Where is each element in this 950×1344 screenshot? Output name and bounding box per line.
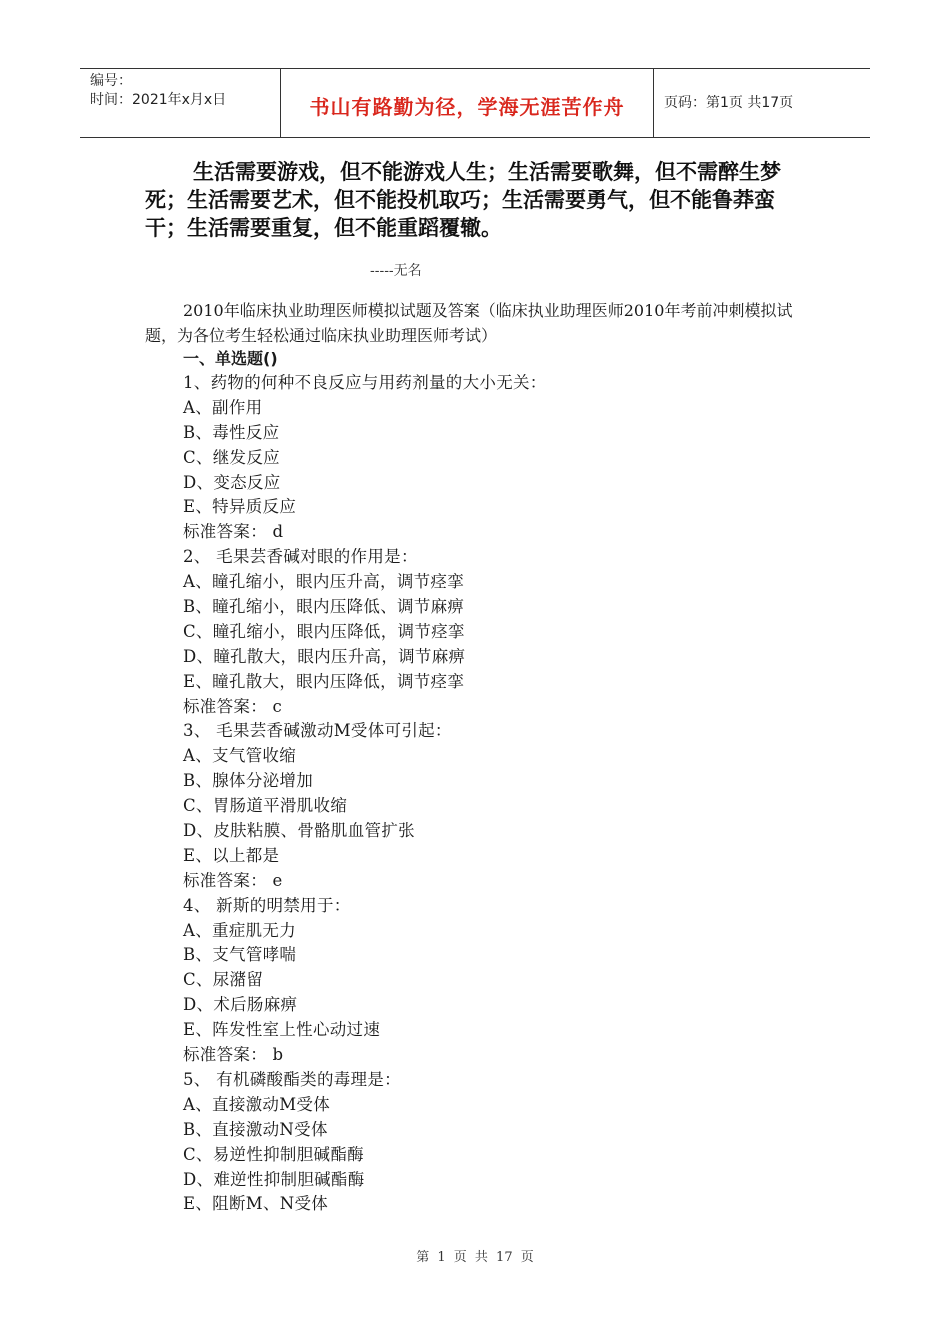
- answer-option: C、易逆性抑制胆碱酯酶: [183, 1144, 364, 1164]
- question-block: [183, 545, 803, 719]
- question-text: 3、 毛果芸香碱激动M受体可引起：: [183, 721, 452, 741]
- answer-option: E、阻断M、N受体: [183, 1194, 329, 1214]
- answer-option: A、副作用: [183, 397, 263, 417]
- answer-option: B、毒性反应: [183, 422, 280, 442]
- header-meta-cell: [80, 69, 281, 137]
- answer-option: A、直接激动M受体: [183, 1094, 331, 1114]
- answer-option: B、瞳孔缩小，眼内压降低、调节麻痹: [183, 597, 465, 617]
- question-text: 5、 有机磷酸酯类的毒理是：: [183, 1069, 401, 1089]
- answer-option: E、以上都是: [183, 845, 280, 865]
- opening-quote: 生活需要游戏，但不能游戏人生；生活需要歌舞，但不需醉生梦死；生活需要艺术，但不能投机取巧；生活需要勇气，但不能鲁莽蛮干；生活需要重复，但不能重蹈覆辙。: [145, 160, 781, 240]
- page-footer: 第 1 页 共 17 页: [416, 1250, 534, 1265]
- question-list: [183, 371, 803, 1217]
- answer-option: D、术后肠麻痹: [183, 995, 298, 1015]
- question-block: [183, 371, 803, 545]
- question-text: 4、 新斯的明禁用于：: [183, 895, 351, 915]
- answer-option: D、瞳孔散大，眼内压升高，调节麻痹: [183, 646, 466, 666]
- question-block: [183, 894, 803, 1068]
- standard-answer: 标准答案： e: [183, 870, 283, 890]
- answer-option: B、直接激动N受体: [183, 1119, 328, 1139]
- question-block: [183, 1068, 803, 1217]
- question-text: 2、 毛果芸香碱对眼的作用是：: [183, 547, 418, 567]
- quote-author: -----无名: [370, 263, 422, 279]
- answer-option: A、重症肌无力: [183, 920, 297, 940]
- answer-option: E、瞳孔散大，眼内压降低，调节痉挛: [183, 671, 465, 691]
- document-intro: 2010年临床执业助理医师模拟试题及答案（临床执业助理医师2010年考前冲刺模拟试题，为各位考生轻松通过临床执业助理医师考试）: [145, 301, 793, 345]
- question-block: [183, 719, 803, 893]
- answer-option: E、特异质反应: [183, 497, 297, 517]
- answer-option: E、阵发性室上性心动过速: [183, 1020, 381, 1040]
- answer-option: D、难逆性抑制胆碱酯酶: [183, 1169, 365, 1189]
- answer-option: D、变态反应: [183, 472, 281, 492]
- question-text: 1、药物的何种不良反应与用药剂量的大小无关：: [183, 373, 547, 392]
- document-number-label: 编号：: [90, 73, 132, 89]
- answer-option: C、继发反应: [183, 447, 280, 467]
- header-page-number: 页码：第1页 共17页: [664, 95, 794, 111]
- page-header-table: [80, 68, 870, 138]
- answer-option: C、尿潴留: [183, 970, 264, 990]
- answer-option: D、皮肤粘膜、骨骼肌血管扩张: [183, 821, 415, 841]
- header-motto-cell: [281, 69, 654, 137]
- document-date-label: 时间：2021年x月x日: [90, 92, 227, 108]
- standard-answer: 标准答案： c: [183, 696, 283, 716]
- header-motto: 书山有路勤为径，学海无涯苦作舟: [309, 95, 625, 119]
- answer-option: A、瞳孔缩小，眼内压升高，调节痉挛: [183, 572, 465, 592]
- answer-option: C、胃肠道平滑肌收缩: [183, 796, 348, 816]
- answer-option: B、腺体分泌增加: [183, 771, 314, 791]
- section-title: 一、单选题(): [183, 349, 278, 368]
- answer-option: C、瞳孔缩小，眼内压降低，调节痉挛: [183, 621, 465, 641]
- answer-option: B、支气管哮喘: [183, 945, 297, 965]
- standard-answer: 标准答案： d: [183, 522, 284, 542]
- standard-answer: 标准答案： b: [183, 1045, 284, 1065]
- header-page-cell: [654, 69, 870, 137]
- answer-option: A、支气管收缩: [183, 746, 297, 766]
